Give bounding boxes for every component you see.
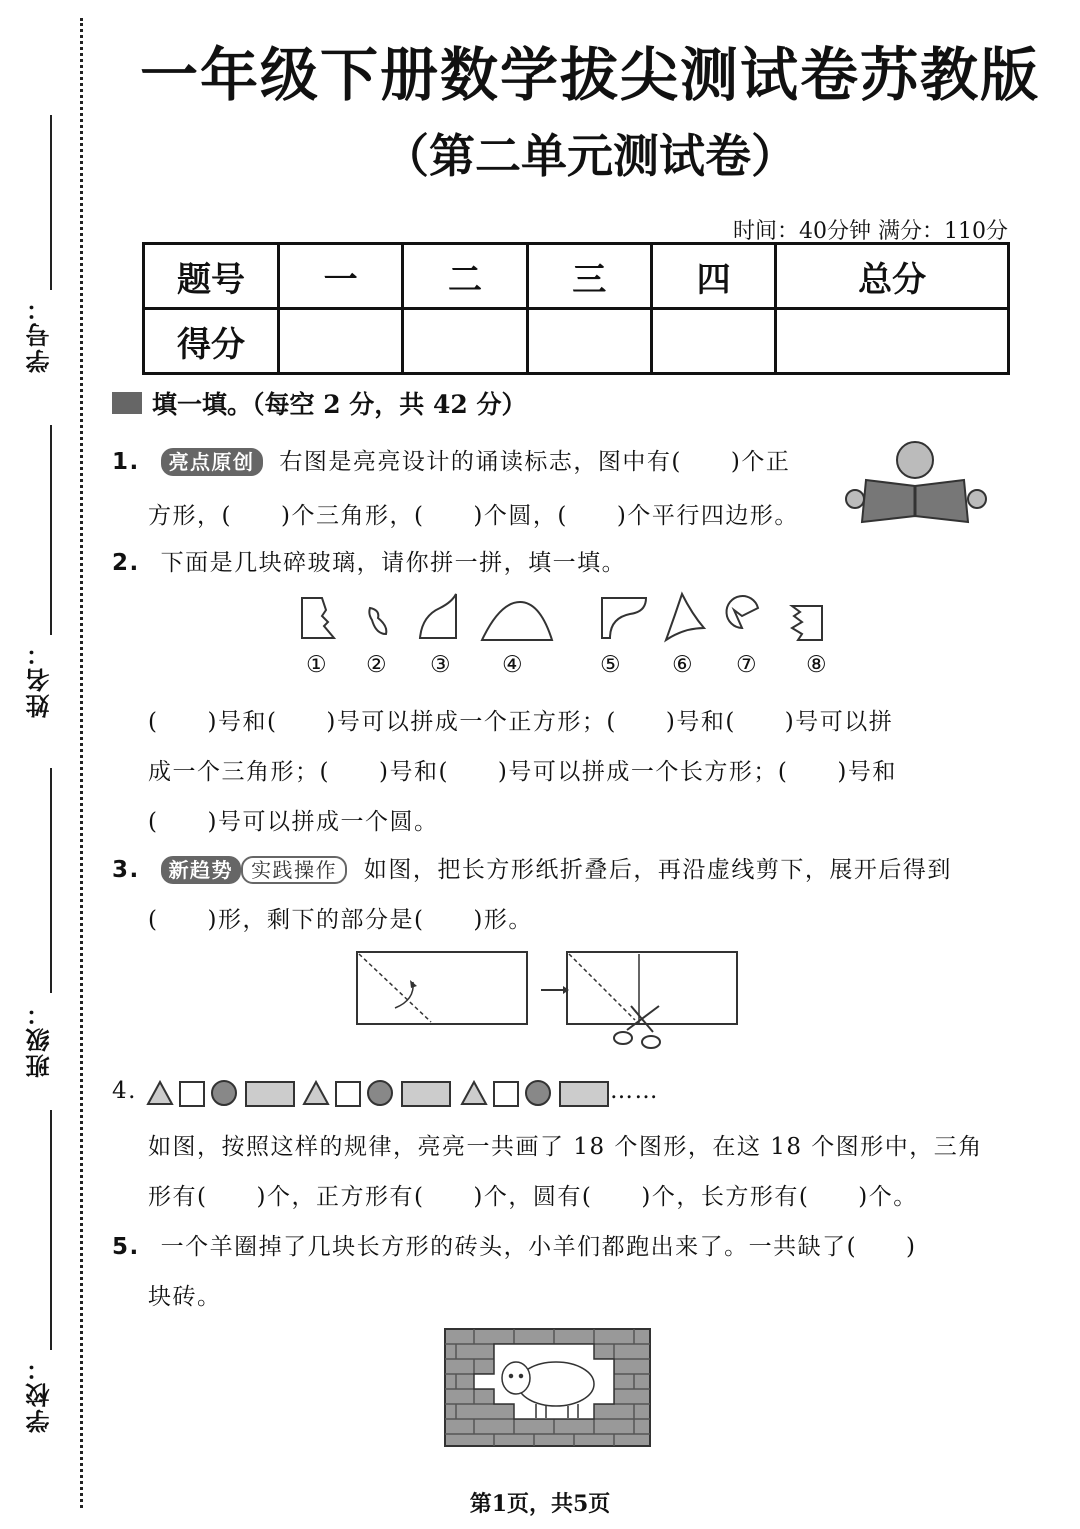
exam-meta: 时间：40分钟 满分：110分 bbox=[733, 219, 1008, 244]
glass-label: ④ bbox=[502, 652, 525, 678]
glass-label: ⑦ bbox=[736, 652, 759, 678]
q4-number: 4. bbox=[112, 1078, 137, 1104]
score-header-cell: 三 bbox=[527, 244, 651, 309]
pattern-triangle bbox=[304, 1082, 328, 1104]
pattern-square bbox=[180, 1082, 204, 1106]
score-header-cell: 题号 bbox=[144, 244, 279, 309]
glass-piece-6 bbox=[666, 594, 704, 640]
fold-cut-figure bbox=[355, 950, 745, 1060]
q3-tag-trend: 新趋势 bbox=[161, 856, 242, 884]
page-title: 一年级下册数学拔尖测试卷苏教版 bbox=[139, 41, 1040, 109]
q1-number: 1. bbox=[112, 449, 140, 475]
page-footer: 第1页，共5页 bbox=[469, 1491, 611, 1517]
q2-text-2: ( )号和( )号可以拼成一个正方形；( )号和( )号可以拼 bbox=[148, 709, 894, 735]
q2-line-1 bbox=[112, 544, 626, 577]
glass-label: ③ bbox=[430, 652, 453, 678]
glass-piece-3 bbox=[420, 594, 456, 638]
logo-left-hand-circle bbox=[846, 490, 864, 508]
glass-piece-2 bbox=[369, 608, 386, 634]
score-cell[interactable] bbox=[527, 309, 651, 374]
q5-text-1: 一个羊圈掉了几块长方形的砖头，小羊们都跑出来了。一共缺了( ) bbox=[160, 1234, 917, 1260]
q1-text-2: 方形，( )个三角形，( )个圆，( )个平行四边形。 bbox=[148, 503, 799, 529]
section-marker-icon bbox=[112, 392, 142, 414]
glass-piece-1 bbox=[302, 598, 334, 638]
q5-line-1 bbox=[112, 1228, 917, 1261]
q1-line-1 bbox=[112, 443, 790, 476]
q4-text-1: 如图，按照这样的规律，亮亮一共画了 18 个图形，在这 18 个图形中，三角 bbox=[148, 1134, 983, 1160]
school-line bbox=[50, 1110, 52, 1350]
school-label: 学校： bbox=[25, 1355, 54, 1433]
pattern-circle bbox=[368, 1081, 392, 1105]
score-header-cell: 总分 bbox=[776, 244, 1009, 309]
logo-right-hand-circle bbox=[968, 490, 986, 508]
q5-number: 5. bbox=[112, 1234, 140, 1260]
name-label: 姓名： bbox=[25, 640, 54, 718]
sheep-pen-figure bbox=[444, 1328, 652, 1448]
scissors-icon bbox=[614, 1006, 660, 1048]
glass-label: ① bbox=[306, 652, 329, 678]
score-cell[interactable] bbox=[279, 309, 403, 374]
glass-piece-7 bbox=[727, 596, 758, 628]
glass-piece-8 bbox=[792, 606, 822, 640]
glass-label: ⑥ bbox=[672, 652, 695, 678]
paper-rectangle bbox=[357, 952, 527, 1024]
shape-pattern-figure bbox=[144, 1076, 624, 1110]
glass-label: ⑧ bbox=[806, 652, 829, 678]
q1-text-1: 右图是亮亮设计的诵读标志，图中有( )个正 bbox=[279, 449, 791, 475]
folded-paper-rectangle bbox=[567, 952, 737, 1024]
student-id-line bbox=[50, 115, 52, 290]
binding-dotted-line bbox=[80, 18, 83, 1508]
q3-text-2: ( )形，剩下的部分是( )形。 bbox=[148, 907, 533, 933]
glass-piece-4 bbox=[482, 602, 552, 640]
glass-piece-5 bbox=[602, 598, 646, 638]
reading-logo-figure bbox=[842, 438, 992, 528]
q4-text-2: 形有( )个，正方形有( )个，圆有( )个，长方形有( )个。 bbox=[148, 1184, 918, 1210]
q3-number: 3. bbox=[112, 857, 140, 883]
pattern-rectangle bbox=[246, 1082, 294, 1106]
q3-text-1: 如图，把长方形纸折叠后，再沿虚线剪下，展开后得到 bbox=[363, 857, 952, 883]
section-heading-text: 填一填。（每空 2 分，共 42 分） bbox=[152, 390, 527, 419]
score-cell[interactable] bbox=[651, 309, 775, 374]
pattern-square bbox=[494, 1082, 518, 1106]
score-table-header-row bbox=[144, 244, 1009, 309]
pattern-triangle bbox=[148, 1082, 172, 1104]
pattern-square bbox=[336, 1082, 360, 1106]
q2-text-1: 下面是几块碎玻璃，请你拼一拼，填一填。 bbox=[160, 550, 627, 576]
class-line bbox=[50, 768, 52, 993]
q3-line-1 bbox=[112, 851, 952, 884]
page-subtitle: （第二单元测试卷） bbox=[383, 129, 797, 183]
glass-label: ⑤ bbox=[600, 652, 623, 678]
score-row-label: 得分 bbox=[144, 309, 279, 374]
score-header-cell: 四 bbox=[651, 244, 775, 309]
score-header-cell: 二 bbox=[403, 244, 527, 309]
score-cell[interactable] bbox=[403, 309, 527, 374]
pattern-ellipsis: …… bbox=[610, 1078, 659, 1104]
pattern-circle bbox=[526, 1081, 550, 1105]
q2-number: 2. bbox=[112, 550, 140, 576]
q2-text-3: 成一个三角形；( )号和( )号可以拼成一个长方形；( )号和 bbox=[148, 759, 897, 785]
section-heading bbox=[112, 385, 527, 421]
score-cell[interactable] bbox=[776, 309, 1009, 374]
score-table bbox=[142, 242, 1010, 375]
fold-arrowhead-icon bbox=[410, 980, 417, 988]
pattern-rectangle bbox=[402, 1082, 450, 1106]
logo-head-circle bbox=[897, 442, 933, 478]
fold-arrow-icon bbox=[395, 982, 413, 1008]
fold-dashed-line bbox=[359, 954, 431, 1022]
score-table-score-row bbox=[144, 309, 1009, 374]
name-line bbox=[50, 425, 52, 635]
q1-tag: 亮点原创 bbox=[161, 448, 263, 476]
q2-text-4: ( )号可以拼成一个圆。 bbox=[148, 809, 439, 835]
score-header-cell: 一 bbox=[279, 244, 403, 309]
pattern-circle bbox=[212, 1081, 236, 1105]
student-id-label: 学号： bbox=[25, 295, 54, 373]
glass-label: ② bbox=[366, 652, 389, 678]
glass-pieces-figure bbox=[290, 588, 850, 648]
pattern-triangle bbox=[462, 1082, 486, 1104]
class-label: 班级： bbox=[25, 1000, 54, 1078]
q3-tag-practice: 实践操作 bbox=[241, 856, 347, 884]
q5-text-2: 块砖。 bbox=[148, 1284, 222, 1310]
cut-dashed-line bbox=[569, 954, 635, 1020]
pattern-rectangle bbox=[560, 1082, 608, 1106]
